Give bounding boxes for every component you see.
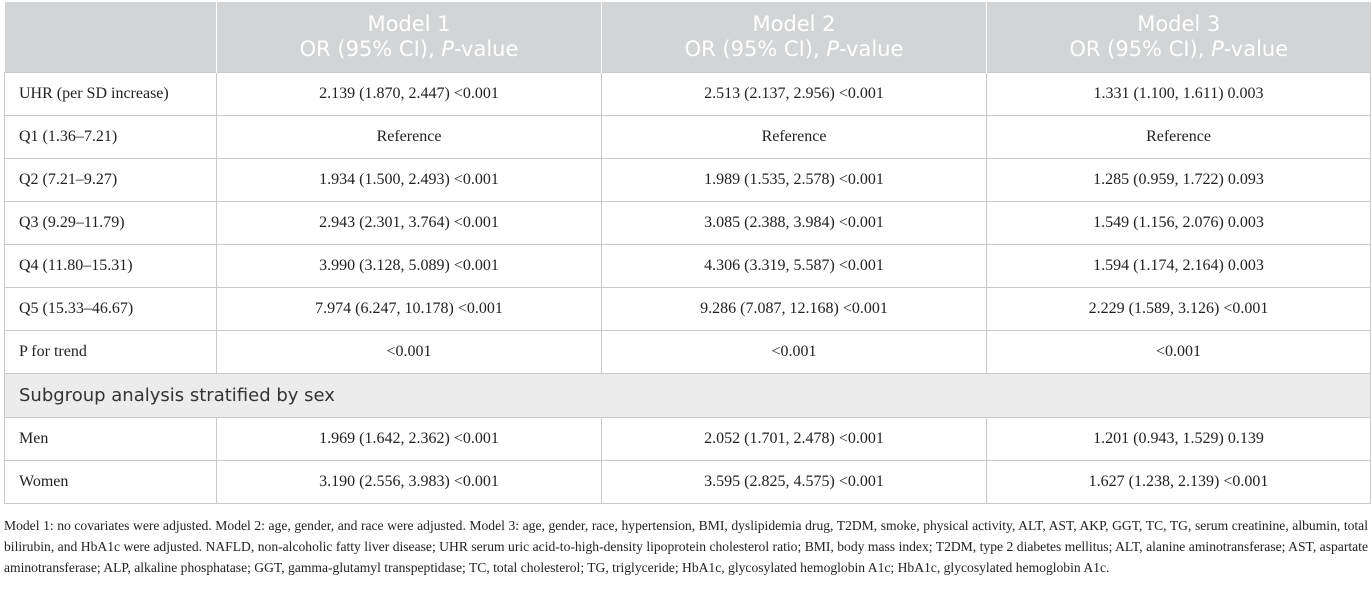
subgroup-title: Subgroup analysis stratified by sex (5, 374, 1371, 418)
table-header (5, 2, 1371, 73)
model-2-cell: 2.052 (1.701, 2.478) <0.001 (602, 418, 987, 461)
header-model-1 (217, 2, 602, 73)
table-row (5, 202, 1371, 245)
model-1-cell: 3.990 (3.128, 5.089) <0.001 (217, 245, 602, 288)
model-2-cell: 1.989 (1.535, 2.578) <0.001 (602, 159, 987, 202)
row-label: Q5 (15.33–46.67) (5, 288, 217, 331)
row-label: Q1 (1.36–7.21) (5, 116, 217, 159)
model-3-cell: Reference (987, 116, 1371, 159)
table-footnote: Model 1: no covariates were adjusted. Model 2: age, gender, and race were adjusted. Model 3: age, gender, race, hypertension, BMI, dyslipidemia drug, T2DM, smoke, physical activity, ALT, AST, AKP, GGT, TC, TG, serum creatinine, albumin, total bilirubin, and HbA1c were adjusted. NAFLD, non-alcoholic fatty liver disease; UHR serum uric acid-to-high-density lipoprotein cholesterol ratio; BMI, body mass index; T2DM, type 2 diabetes mellitus; ALT, alanine aminotransferase; AST, aspartate aminotransferase; ALP, alkaline phosphatase; GGT, gamma-glutamyl transpeptidase; TC, total cholesterol; TG, triglyceride; HbA1c, glycosylated hemoglobin A1c; HbA1c, glycosylated hemoglobin A1c. (4, 518, 1368, 575)
model-1-cell: <0.001 (217, 331, 602, 374)
model-title: Model 1 (367, 12, 451, 36)
model-1-cell: Reference (217, 116, 602, 159)
header-model-2 (602, 2, 987, 73)
model-3-cell: 1.627 (1.238, 2.139) <0.001 (987, 461, 1371, 504)
model-3-cell: <0.001 (987, 331, 1371, 374)
row-label: UHR (per SD increase) (5, 73, 217, 116)
model-1-cell: 2.139 (1.870, 2.447) <0.001 (217, 73, 602, 116)
row-label: Q2 (7.21–9.27) (5, 159, 217, 202)
table-row (5, 116, 1371, 159)
model-2-cell: 2.513 (2.137, 2.956) <0.001 (602, 73, 987, 116)
model-2-cell: 3.085 (2.388, 3.984) <0.001 (602, 202, 987, 245)
table-body (5, 73, 1371, 504)
model-3-cell: 1.549 (1.156, 2.076) 0.003 (987, 202, 1371, 245)
model-title: Model 3 (1137, 12, 1221, 36)
model-2-cell: <0.001 (602, 331, 987, 374)
table-row (5, 159, 1371, 202)
model-3-cell: 2.229 (1.589, 3.126) <0.001 (987, 288, 1371, 331)
results-table (4, 2, 1371, 504)
header-empty-cell (5, 2, 217, 73)
model-2-cell: 3.595 (2.825, 4.575) <0.001 (602, 461, 987, 504)
model-title: Model 2 (752, 12, 836, 36)
model-subtitle: OR (95% CI), P-value (1069, 37, 1289, 61)
table-row (5, 73, 1371, 116)
table-row (5, 331, 1371, 374)
table-row (5, 288, 1371, 331)
model-3-cell: 1.285 (0.959, 1.722) 0.093 (987, 159, 1371, 202)
subgroup-header-row (5, 374, 1371, 418)
row-label: Women (5, 461, 217, 504)
row-label: Men (5, 418, 217, 461)
model-2-cell: Reference (602, 116, 987, 159)
table-row (5, 418, 1371, 461)
table-row (5, 245, 1371, 288)
model-1-cell: 2.943 (2.301, 3.764) <0.001 (217, 202, 602, 245)
model-1-cell: 1.934 (1.500, 2.493) <0.001 (217, 159, 602, 202)
row-label: Q4 (11.80–15.31) (5, 245, 217, 288)
model-subtitle: OR (95% CI), P-value (684, 37, 904, 61)
model-3-cell: 1.594 (1.174, 2.164) 0.003 (987, 245, 1371, 288)
model-1-cell: 3.190 (2.556, 3.983) <0.001 (217, 461, 602, 504)
model-3-cell: 1.331 (1.100, 1.611) 0.003 (987, 73, 1371, 116)
row-label: P for trend (5, 331, 217, 374)
results-table-container (4, 2, 1370, 504)
model-subtitle: OR (95% CI), P-value (299, 37, 519, 61)
model-2-cell: 4.306 (3.319, 5.587) <0.001 (602, 245, 987, 288)
model-1-cell: 1.969 (1.642, 2.362) <0.001 (217, 418, 602, 461)
model-2-cell: 9.286 (7.087, 12.168) <0.001 (602, 288, 987, 331)
row-label: Q3 (9.29–11.79) (5, 202, 217, 245)
model-3-cell: 1.201 (0.943, 1.529) 0.139 (987, 418, 1371, 461)
table-row (5, 461, 1371, 504)
model-1-cell: 7.974 (6.247, 10.178) <0.001 (217, 288, 602, 331)
header-model-3 (987, 2, 1371, 73)
